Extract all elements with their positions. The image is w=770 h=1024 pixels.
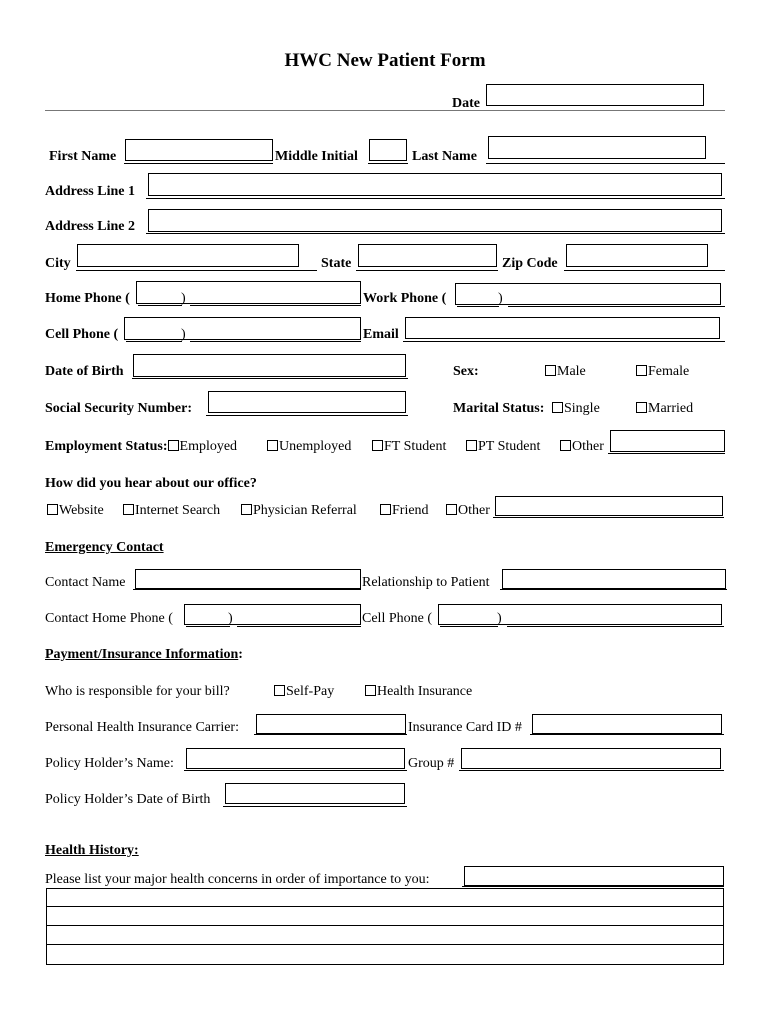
referral-option-website[interactable]: [47, 503, 104, 519]
home-phone-paren: ): [181, 291, 186, 306]
responsible-option-self-pay[interactable]: [274, 684, 334, 700]
cell-phone-number-underline: [190, 341, 361, 342]
cell-phone-area-underline: [126, 341, 182, 342]
referral-option-website-label: Website: [59, 503, 104, 518]
zip-code-underline: [564, 270, 725, 271]
referral-question: How did you hear about our office?: [45, 476, 257, 491]
city-underline: [76, 270, 317, 271]
state-field[interactable]: [358, 244, 497, 267]
responsible-label: Who is responsible for your bill?: [45, 684, 230, 699]
checkbox-icon[interactable]: [123, 504, 134, 515]
sex-option-female[interactable]: [636, 364, 689, 380]
email-label: Email: [363, 327, 399, 342]
contact-home-phone-paren: ): [228, 611, 233, 626]
date-label: Date: [452, 96, 480, 111]
checkbox-icon[interactable]: [274, 685, 285, 696]
contact-name-underline: [133, 589, 361, 590]
referral-option-internet-search[interactable]: [123, 503, 220, 519]
employment-other-underline: [608, 453, 725, 454]
carrier-label: Personal Health Insurance Carrier:: [45, 720, 239, 735]
responsible-option-health-insurance[interactable]: [365, 684, 472, 700]
holder-name-field[interactable]: [186, 748, 405, 769]
referral-option-internet-search-label: Internet Search: [135, 503, 221, 518]
checkbox-icon[interactable]: [560, 440, 571, 451]
middle-initial-underline: [368, 163, 408, 164]
health-concerns-underline: [462, 886, 724, 887]
checkbox-icon[interactable]: [636, 402, 647, 413]
employment-option-other-label: Other: [572, 439, 604, 454]
marital-status-label: Marital Status:: [453, 401, 545, 416]
holder-dob-underline: [223, 806, 407, 807]
address-line-1-underline: [146, 198, 725, 199]
sex-option-male-label: Male: [557, 364, 586, 379]
cell-phone-paren: ): [181, 327, 186, 342]
contact-home-phone-field[interactable]: [184, 604, 361, 625]
cell-phone-field[interactable]: [124, 317, 361, 340]
payment-heading-colon: :: [238, 647, 243, 662]
checkbox-icon[interactable]: [380, 504, 391, 515]
middle-initial-field[interactable]: [369, 139, 407, 161]
group-field[interactable]: [461, 748, 721, 769]
employment-other-field[interactable]: [610, 430, 725, 452]
relationship-label: Relationship to Patient: [362, 575, 490, 590]
dob-underline: [132, 378, 408, 379]
checkbox-icon[interactable]: [466, 440, 477, 451]
holder-name-underline: [184, 770, 407, 771]
referral-other-underline: [493, 517, 724, 518]
home-phone-label: Home Phone (: [45, 291, 130, 306]
dob-field[interactable]: [133, 354, 406, 377]
holder-dob-field[interactable]: [225, 783, 405, 804]
checkbox-icon[interactable]: [446, 504, 457, 515]
middle-initial-label: Middle Initial: [275, 149, 358, 164]
header-divider: [45, 110, 725, 111]
checkbox-icon[interactable]: [636, 365, 647, 376]
employment-status-label: Employment Status:: [45, 439, 168, 454]
health-concerns-label: Please list your major health concerns in order of importance to you:: [45, 872, 430, 887]
responsible-option-self-pay-label: Self-Pay: [286, 684, 335, 699]
carrier-field[interactable]: [256, 714, 406, 734]
card-id-field[interactable]: [532, 714, 722, 734]
responsible-option-health-insurance-label: Health Insurance: [377, 684, 473, 699]
contact-home-phone-number-underline: [237, 626, 361, 627]
zip-code-label: Zip Code: [502, 256, 558, 271]
health-concerns-field-2[interactable]: [46, 888, 724, 907]
checkbox-icon[interactable]: [365, 685, 376, 696]
home-phone-number-underline: [190, 305, 361, 306]
marital-option-married-label: Married: [648, 401, 694, 416]
referral-option-physician-referral-label: Physician Referral: [253, 503, 357, 518]
card-id-underline: [530, 734, 724, 735]
marital-option-married[interactable]: [636, 401, 693, 417]
marital-option-single-label: Single: [564, 401, 600, 416]
referral-option-friend[interactable]: [380, 503, 429, 519]
card-id-label: Insurance Card ID #: [408, 720, 522, 735]
address-line-1-field[interactable]: [148, 173, 722, 196]
payment-heading: Payment/Insurance Information: [45, 647, 239, 662]
email-field[interactable]: [405, 317, 720, 339]
work-phone-paren: ): [498, 291, 503, 306]
group-underline: [459, 770, 724, 771]
sex-option-female-label: Female: [648, 364, 690, 379]
address-line-2-underline: [146, 233, 725, 234]
work-phone-number-underline: [508, 306, 725, 307]
checkbox-icon[interactable]: [168, 440, 179, 451]
health-concerns-field-3[interactable]: [46, 906, 724, 926]
address-line-1-label: Address Line 1: [45, 184, 135, 199]
employment-option-pt-student-label: PT Student: [478, 439, 541, 454]
home-phone-field[interactable]: [136, 281, 361, 304]
first-name-underline: [124, 163, 273, 164]
holder-dob-label: Policy Holder’s Date of Birth: [45, 792, 211, 807]
checkbox-icon[interactable]: [241, 504, 252, 515]
emergency-contact-heading: Emergency Contact: [45, 540, 164, 555]
marital-option-single[interactable]: [552, 401, 600, 417]
last-name-field[interactable]: [488, 136, 706, 159]
work-phone-area-underline: [457, 306, 499, 307]
first-name-label: First Name: [49, 149, 117, 164]
relationship-field[interactable]: [502, 569, 726, 589]
sex-label: Sex:: [453, 364, 479, 379]
form-title: HWC New Patient Form: [284, 50, 486, 71]
relationship-underline: [500, 589, 727, 590]
contact-cell-phone-field[interactable]: [438, 604, 722, 625]
contact-cell-phone-paren: ): [497, 611, 502, 626]
checkbox-icon[interactable]: [267, 440, 278, 451]
referral-option-friend-label: Friend: [392, 503, 429, 518]
work-phone-field[interactable]: [455, 283, 721, 305]
first-name-field[interactable]: [125, 139, 273, 161]
ssn-field[interactable]: [208, 391, 406, 413]
holder-name-label: Policy Holder’s Name:: [45, 756, 174, 771]
referral-option-other-label: Other: [458, 503, 490, 518]
contact-home-phone-area-underline: [186, 626, 230, 627]
zip-code-field[interactable]: [566, 244, 708, 267]
contact-cell-phone-number-underline: [507, 626, 724, 627]
checkbox-icon[interactable]: [372, 440, 383, 451]
state-underline: [356, 270, 498, 271]
cell-phone-label: Cell Phone (: [45, 327, 119, 342]
address-line-2-field[interactable]: [148, 209, 722, 232]
health-concerns-field-4[interactable]: [46, 925, 724, 945]
contact-name-label: Contact Name: [45, 575, 126, 590]
payment-heading-row: [45, 647, 243, 663]
contact-name-field[interactable]: [135, 569, 361, 589]
contact-home-phone-label: Contact Home Phone (: [45, 611, 173, 626]
contact-cell-phone-label: Cell Phone (: [362, 611, 432, 626]
date-field[interactable]: [486, 84, 704, 106]
checkbox-icon[interactable]: [47, 504, 58, 515]
checkbox-icon[interactable]: [552, 402, 563, 413]
email-underline: [403, 341, 725, 342]
referral-other-field[interactable]: [495, 496, 723, 516]
health-history-heading: Health History:: [45, 843, 139, 858]
employment-option-unemployed[interactable]: [267, 439, 351, 455]
last-name-label: Last Name: [412, 149, 477, 164]
address-line-2-label: Address Line 2: [45, 219, 135, 234]
last-name-underline: [486, 163, 725, 164]
home-phone-area-underline: [138, 305, 182, 306]
contact-cell-phone-area-underline: [440, 626, 498, 627]
employment-option-ft-student[interactable]: [372, 439, 446, 455]
dob-label: Date of Birth: [45, 364, 124, 379]
sex-option-male[interactable]: [545, 364, 586, 380]
employment-option-unemployed-label: Unemployed: [279, 439, 352, 454]
group-label: Group #: [408, 756, 455, 771]
employment-option-pt-student[interactable]: [466, 439, 540, 455]
health-concerns-field-5[interactable]: [46, 944, 724, 965]
city-label: City: [45, 256, 71, 271]
work-phone-label: Work Phone (: [363, 291, 447, 306]
referral-option-physician-referral[interactable]: [241, 503, 357, 519]
state-label: State: [321, 256, 352, 271]
health-concerns-field-1[interactable]: [464, 866, 724, 886]
referral-option-other[interactable]: [446, 503, 490, 519]
employment-option-other[interactable]: [560, 439, 604, 455]
carrier-underline: [254, 734, 407, 735]
employment-option-employed[interactable]: Employed: [179, 439, 238, 454]
ssn-label: Social Security Number:: [45, 401, 192, 416]
ssn-underline: [206, 415, 408, 416]
checkbox-icon[interactable]: [545, 365, 556, 376]
employment-status-row: [45, 439, 237, 455]
city-field[interactable]: [77, 244, 299, 267]
employment-option-ft-student-label: FT Student: [384, 439, 447, 454]
